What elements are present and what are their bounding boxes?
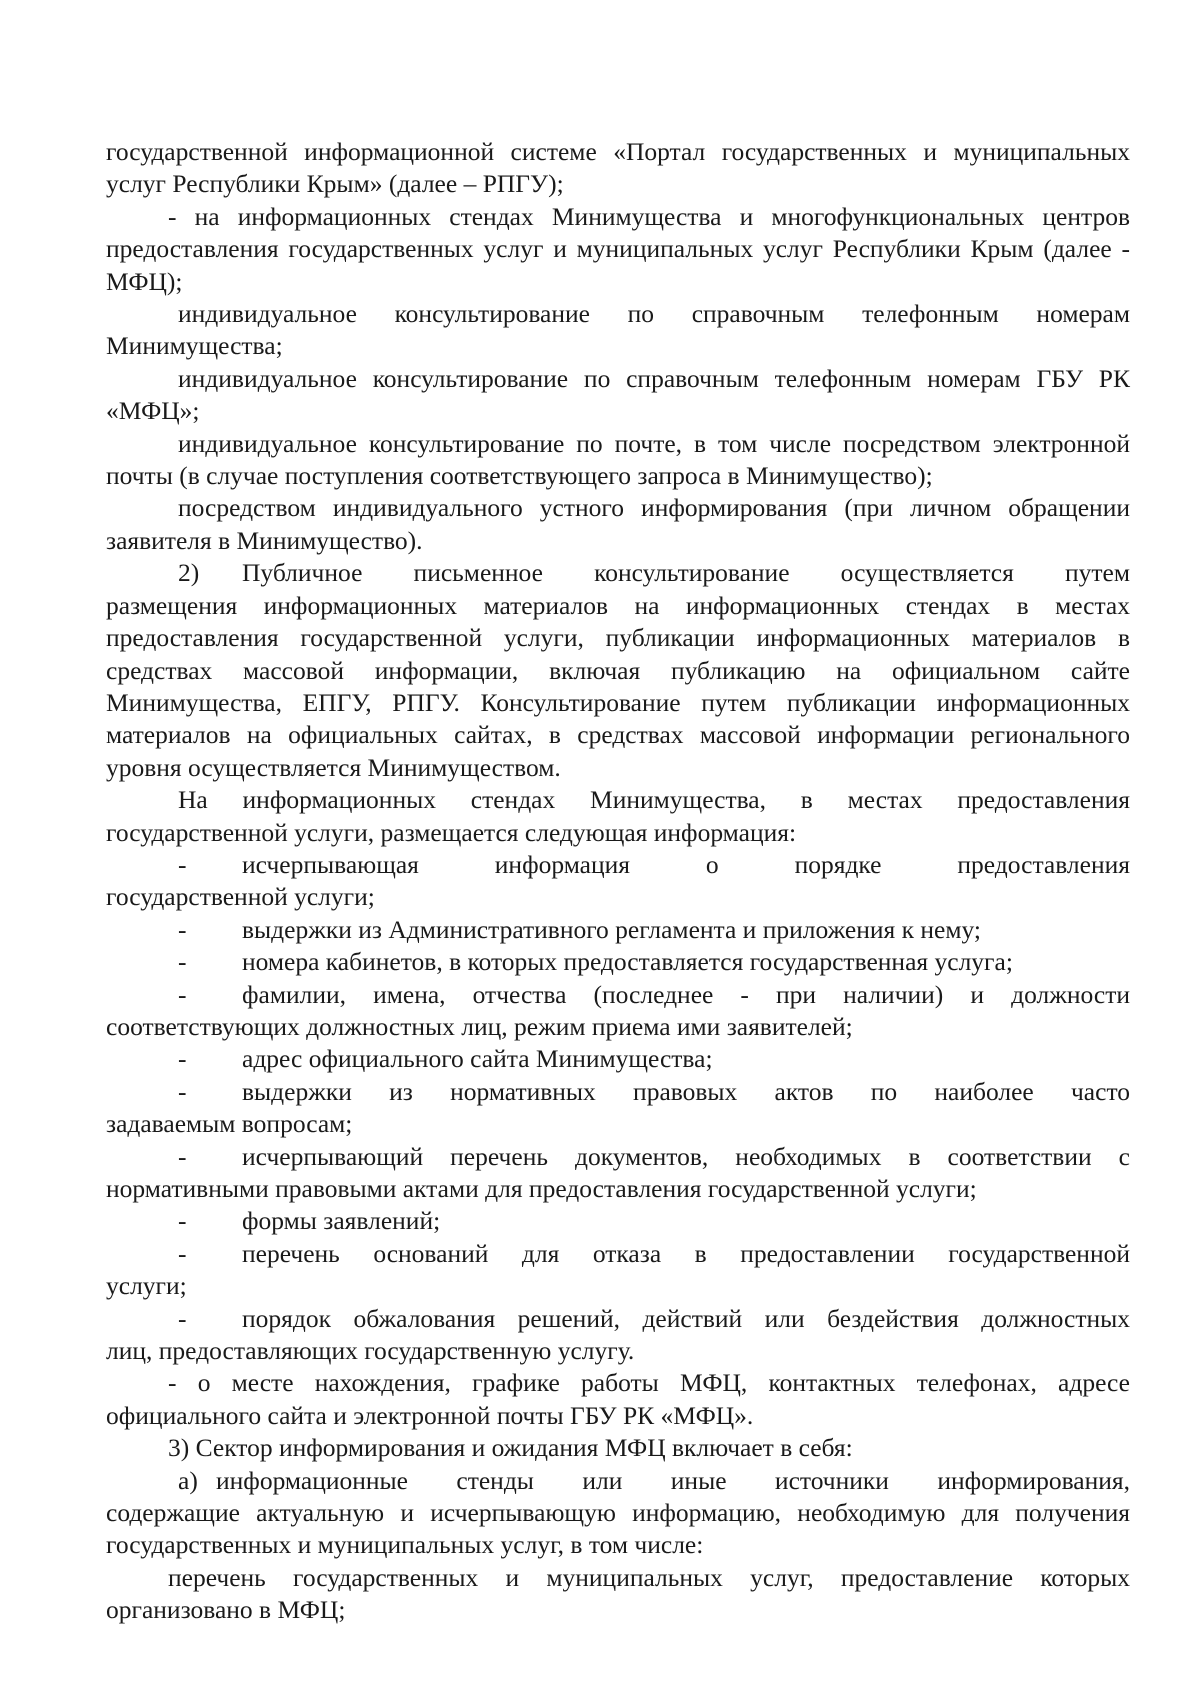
- bullet-text: выдержки из нормативных правовых актов по наиболее часто: [242, 1076, 1130, 1106]
- continuation-text: содержащие актуальную и исчерпывающую информацию, необходимую для получения государственных и муниципальных услуг, в том числе:: [106, 1498, 1130, 1560]
- paragraph: перечень государственных и муниципальных услуг, предоставление которых организовано в МФЦ;: [106, 1562, 1130, 1625]
- continuation-text: услуги;: [106, 1271, 187, 1301]
- dash-marker: -: [178, 1206, 187, 1236]
- bullet-item: [106, 914, 1130, 946]
- bullet-text: исчерпывающая информация о порядке предоставления: [242, 849, 1130, 879]
- bullet-text: исчерпывающий перечень документов, необходимых в соответствии с: [242, 1141, 1130, 1171]
- bullet-item: [106, 979, 1130, 1044]
- bullet-first-line: [106, 1205, 1130, 1237]
- paragraph: индивидуальное консультирование по почте, в том числе посредством электронной почты (в случае поступления соответствующего запроса в Минимущество);: [106, 428, 1130, 491]
- bullet-item: [106, 1141, 1130, 1206]
- bullet-first-line: [106, 1076, 1130, 1108]
- bullet-item: [106, 1076, 1130, 1141]
- numbered-paragraph: [106, 557, 1130, 784]
- bullet-text: адрес официального сайта Минимущества;: [242, 1044, 713, 1074]
- dash-marker: -: [178, 1141, 187, 1171]
- first-line-text: информационные стенды или иные источники информирования,: [216, 1465, 1130, 1495]
- paragraph: - о месте нахождения, графике работы МФЦ, контактных телефонах, адресе официального сайта и электронной почты ГБУ РК «МФЦ».: [106, 1368, 1130, 1430]
- dash-marker: -: [178, 1238, 187, 1268]
- lettered-first-line: [106, 1465, 1130, 1497]
- bullet-item: [106, 849, 1130, 914]
- bullet-first-line: [106, 1303, 1130, 1335]
- bullet-first-line: [106, 1043, 1130, 1075]
- bullet-first-line: [106, 979, 1130, 1011]
- item-letter: а): [178, 1465, 198, 1495]
- dash-marker: -: [178, 849, 187, 879]
- dash-marker: -: [178, 947, 187, 977]
- bullet-first-line: [106, 1141, 1130, 1173]
- dash-marker: -: [178, 1044, 187, 1074]
- bullet-item: [106, 1238, 1130, 1303]
- first-line-text: Публичное письменное консультирование осуществляется путем: [242, 558, 1130, 588]
- bullet-item: [106, 946, 1130, 978]
- dash-marker: -: [178, 1076, 187, 1106]
- bullet-first-line: [106, 914, 1130, 946]
- bullet-first-line: [106, 946, 1130, 978]
- continuation-text: соответствующих должностных лиц, режим приема ими заявителей;: [106, 1011, 853, 1041]
- continuation-text: государственной услуги;: [106, 882, 375, 912]
- bullet-text: формы заявлений;: [242, 1206, 441, 1236]
- bullet-text: перечень оснований для отказа в предоставлении государственной: [242, 1238, 1130, 1268]
- bullet-text: номера кабинетов, в которых предоставляется государственная услуга;: [242, 947, 1013, 977]
- bullet-first-line: [106, 1238, 1130, 1270]
- bullet-item: [106, 1205, 1130, 1237]
- continuation-text: размещения информационных материалов на информационных стендах в местах предоставления государственной услуги, публикации информационных материалов в средствах массовой информации, включая публикацию на официальном сайте Минимущества, ЕПГУ, РПГУ. Консультирование путем публикации информационных материалов на официальных сайтах, в средствах массовой информации регионального уровня осуществляется Минимуществом.: [106, 590, 1130, 782]
- bullet-text: фамилии, имена, отчества (последнее - при наличии) и должности: [242, 979, 1130, 1009]
- bullet-text: выдержки из Административного регламента и приложения к нему;: [242, 914, 981, 944]
- dash-marker: -: [178, 914, 187, 944]
- paragraph: - на информационных стендах Минимущества и многофункциональных центров предоставления государственных услуг и муниципальных услуг Республики Крым (далее - МФЦ);: [106, 201, 1130, 296]
- paragraph: 3) Сектор информирования и ожидания МФЦ включает в себя:: [168, 1433, 853, 1463]
- continuation-text: задаваемым вопросам;: [106, 1109, 353, 1139]
- dash-marker: -: [178, 1303, 187, 1333]
- paragraph: индивидуальное консультирование по справочным телефонным номерам ГБУ РК «МФЦ»;: [106, 363, 1130, 426]
- paragraph: На информационных стендах Минимущества, в местах предоставления государственной услуги, размещается следующая информация:: [106, 785, 1130, 847]
- numbered-first-line: [106, 557, 1130, 589]
- bullet-item: [106, 1303, 1130, 1368]
- dash-marker: -: [178, 979, 187, 1009]
- item-number: 2): [178, 558, 200, 588]
- paragraph: индивидуальное консультирование по справочным телефонным номерам Минимущества;: [106, 299, 1130, 361]
- paragraph: посредством индивидуального устного информирования (при личном обращении заявителя в Минимущество).: [106, 493, 1130, 555]
- continuation-text: лиц, предоставляющих государственную услугу.: [106, 1336, 635, 1366]
- lettered-paragraph: [106, 1465, 1130, 1562]
- bullet-first-line: [106, 849, 1130, 881]
- bullet-item: [106, 1043, 1130, 1075]
- document-body: [106, 136, 1130, 1627]
- bullet-text: порядок обжалования решений, действий или бездействия должностных: [242, 1303, 1130, 1333]
- paragraph: государственной информационной системе «Портал государственных и муниципальных услуг Республики Крым» (далее – РПГУ);: [106, 137, 1130, 199]
- continuation-text: нормативными правовыми актами для предоставления государственной услуги;: [106, 1174, 977, 1203]
